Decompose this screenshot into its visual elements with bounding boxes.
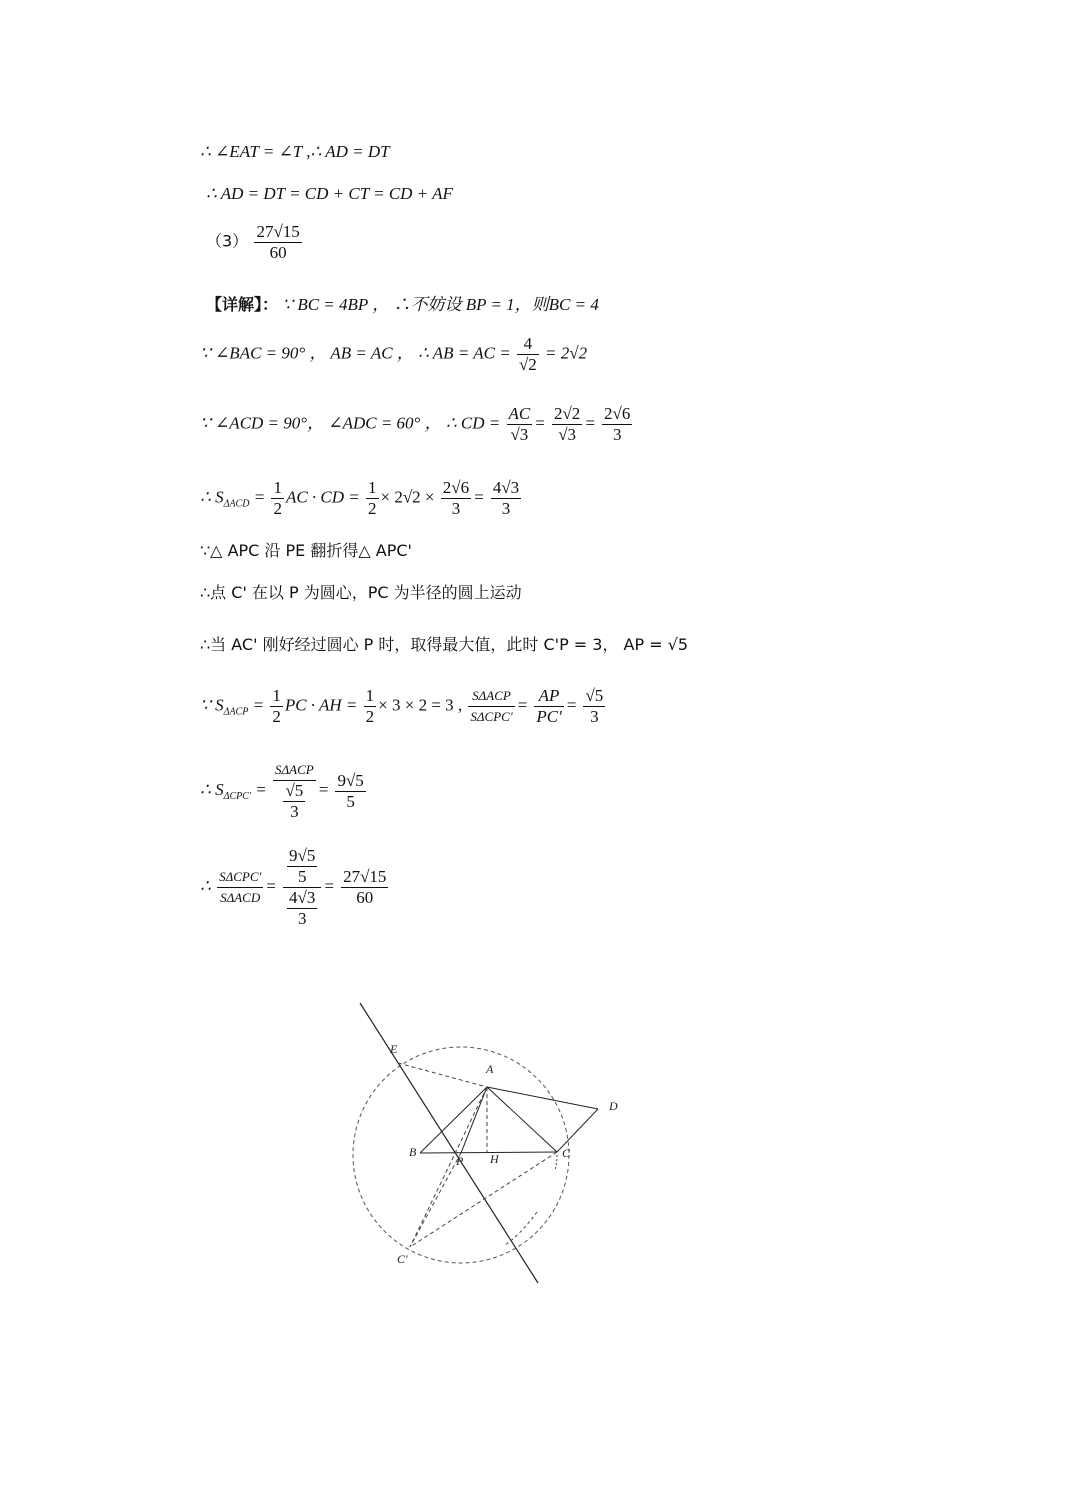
frac-num: SΔACP xyxy=(468,686,514,707)
frac-den: 2 xyxy=(272,707,281,726)
segment-ac2 xyxy=(410,1087,487,1247)
part3-answer xyxy=(206,222,304,263)
frac-num: SΔACP xyxy=(273,760,316,781)
frac-num: 27√15 xyxy=(343,867,387,886)
arc-path xyxy=(505,1212,537,1245)
frac-den: √3 xyxy=(510,425,529,444)
line-acd-text: ∵ ∠ACD = 90°， ∠ADC = 60° ， ∴ CD = xyxy=(200,413,501,433)
frac-num: 4√3 xyxy=(289,888,316,907)
frac-nested xyxy=(283,846,321,929)
frac-half xyxy=(271,478,284,519)
frac-num: 1 xyxy=(273,478,282,497)
frac-area-ratio xyxy=(217,867,263,908)
line-bac-result: = 2√2 xyxy=(545,343,588,363)
inner-frac xyxy=(283,781,305,822)
answer-fraction xyxy=(254,222,301,263)
geometry-figure xyxy=(330,995,630,1295)
line-acd: ∵ ∠ACD = 90°， ∠ADC = 60° ， ∴ CD = $\frac{AC}{√3}$ = $\frac{2√2}{√3}$ = $\frac{2√6}{3}$ xyxy=(200,404,631,444)
frac-num: 1 xyxy=(368,478,377,497)
s-subscript: ΔACD xyxy=(223,498,250,510)
frac-num: 1 xyxy=(272,686,281,705)
frac-den xyxy=(283,888,321,929)
frac-num: √5 xyxy=(285,781,304,800)
label-c-prime: C' xyxy=(397,1252,408,1266)
line-bac xyxy=(200,334,587,375)
line-fold xyxy=(200,538,412,561)
frac-den: 2 xyxy=(273,499,282,518)
line-ratio: ∴ $\frac{\text{SΔCPC'}}{\text{SΔACD}}$ = $\frac{\frac{9√5}{5}}{\frac{4√3}{3}}$ = $\frac{27√15}{60}$ xyxy=(200,846,387,928)
s-symbol: ∴ S xyxy=(200,779,224,799)
segment-ap xyxy=(461,1087,487,1153)
frac-2root2-root3 xyxy=(552,404,582,445)
segment-cc2 xyxy=(410,1152,557,1247)
frac-den: 5 xyxy=(346,791,355,811)
therefore-symbol: ∴ xyxy=(200,876,211,896)
fold-line xyxy=(360,1003,538,1283)
answer-numerator: 27√15 xyxy=(256,222,300,241)
expr-text: PC · AH = xyxy=(284,695,358,715)
frac-den: 5 xyxy=(297,867,307,886)
frac-num: AP xyxy=(534,686,563,707)
frac-den: 60 xyxy=(356,888,374,907)
frac-den xyxy=(273,781,316,822)
frac-half xyxy=(364,686,377,727)
frac-complex xyxy=(273,760,316,822)
frac-num: 2√6 xyxy=(604,404,631,423)
frac-2root6-3 xyxy=(602,404,632,445)
label-e: E xyxy=(390,1042,398,1056)
frac-den: 2 xyxy=(365,707,375,726)
segment-ac xyxy=(487,1087,557,1152)
frac-final xyxy=(341,867,388,908)
frac-den: SΔCPC' xyxy=(470,709,513,724)
frac-den: 2 xyxy=(368,499,377,518)
frac-num xyxy=(283,846,321,888)
frac-den: 3 xyxy=(297,909,307,928)
inner-frac xyxy=(287,846,317,887)
frac-ac-root3 xyxy=(507,404,533,445)
frac-ap-pc xyxy=(534,686,563,727)
expr-text: × 3 × 2 = 3 , xyxy=(378,695,463,715)
inner-frac xyxy=(287,888,317,929)
s-symbol: ∵ S xyxy=(200,695,224,715)
frac-num: AC xyxy=(508,404,531,423)
label-c: C xyxy=(562,1146,571,1160)
frac-num: 4 xyxy=(517,334,539,355)
frac-num: 4√3 xyxy=(492,478,520,497)
label-b: B xyxy=(409,1145,417,1159)
frac-num: 1 xyxy=(365,686,375,705)
frac-num: 9√5 xyxy=(337,770,364,790)
frac-4root3-3 xyxy=(491,478,521,519)
frac-den: SΔACD xyxy=(220,890,261,905)
segment-pc2 xyxy=(410,1153,461,1247)
segment-ba xyxy=(420,1087,487,1153)
frac-den: 3 xyxy=(451,499,461,518)
line-max xyxy=(200,632,688,655)
max-text: ∴当 AC' 刚好经过圆心 P 时，取得最大值，此时 C'P = 3， AP = √5 xyxy=(200,635,689,654)
frac-half xyxy=(270,686,283,727)
segment-bc xyxy=(420,1152,557,1153)
expr-text: AC · CD = xyxy=(285,487,360,507)
frac-2root6-3 xyxy=(441,478,471,519)
label-h: H xyxy=(490,1152,499,1166)
part3-label: （3） xyxy=(206,231,249,251)
frac-den: PC' xyxy=(536,707,562,726)
frac-den: 3 xyxy=(590,707,599,726)
frac-9root5-5 xyxy=(335,771,365,812)
frac-den: 3 xyxy=(501,499,511,518)
label-d: D xyxy=(609,1099,618,1113)
detail-body: ∵ BC = 4BP ， ∴不妨设 BP = 1，则BC = 4 xyxy=(282,295,599,314)
frac-den: 3 xyxy=(290,802,299,821)
frac-area-ratio xyxy=(468,686,514,727)
s-subscript: ΔCPC' xyxy=(223,790,252,802)
line-circle xyxy=(200,580,522,603)
segment-ad xyxy=(487,1087,598,1109)
detail-line xyxy=(206,290,599,315)
frac-num: 2√2 xyxy=(553,404,581,423)
line-s-acp: ∵ $S_{\Delta ACP}$ = $\frac{1}{2}$ PC · AH = $\frac{1}{2}$ × 3 × 2 = 3 , $\frac{\text{SΔACP}}{\text{SΔCPC'}}$ = $\frac{AP}{PC'}$ = $\frac{√5}{3}$ xyxy=(200,686,604,726)
detail-heading: 【详解】： xyxy=(206,295,279,314)
frac-num: 9√5 xyxy=(289,846,316,865)
frac-root5-3 xyxy=(583,686,605,727)
fold-text: ∵△ APC 沿 PE 翻折得△ APC' xyxy=(200,541,412,560)
expr-text: × 2√2 × xyxy=(380,487,435,507)
s-subscript: ΔACP xyxy=(223,706,249,718)
circle-text: ∴点 C' 在以 P 为圆心，PC 为半径的圆上运动 xyxy=(200,583,522,602)
frac-4-root2 xyxy=(517,334,539,375)
answer-denominator: 60 xyxy=(269,243,287,262)
frac-den: √3 xyxy=(558,425,577,444)
frac-num: 2√6 xyxy=(442,478,470,497)
line-angle-eat: ∴ ∠EAT = ∠T ,∴ AD = DT xyxy=(200,142,390,161)
line-s-cpc: ∴ $S_{\Delta CPC'}$ = $\frac{\text{SΔACP}}{\frac{√5}{3}}$ = $\frac{9√5}{5}$ xyxy=(200,762,364,821)
label-p: P xyxy=(456,1154,464,1168)
s-symbol: ∴ S xyxy=(200,487,224,507)
frac-den: 3 xyxy=(612,425,622,444)
frac-den: √2 xyxy=(518,355,537,374)
line-ad-equals: ∴ AD = DT = CD + CT = CD + AF xyxy=(206,184,453,203)
arc-mark xyxy=(555,1155,557,1170)
frac-num: √5 xyxy=(585,686,604,705)
line-bac-text: ∵ ∠BAC = 90° ， AB = AC ， ∴ AB = AC = xyxy=(200,343,511,363)
label-a: A xyxy=(486,1062,494,1076)
frac-num: SΔCPC' xyxy=(217,867,263,888)
line-s-acd: ∴ $S_{\Delta ACD}$ = $\frac{1}{2}$ AC · CD = $\frac{1}{2}$ × 2√2 × $\frac{2√6}{3}$ = $\frac{4√3}{3}$ xyxy=(200,478,520,518)
frac-half xyxy=(366,478,379,519)
